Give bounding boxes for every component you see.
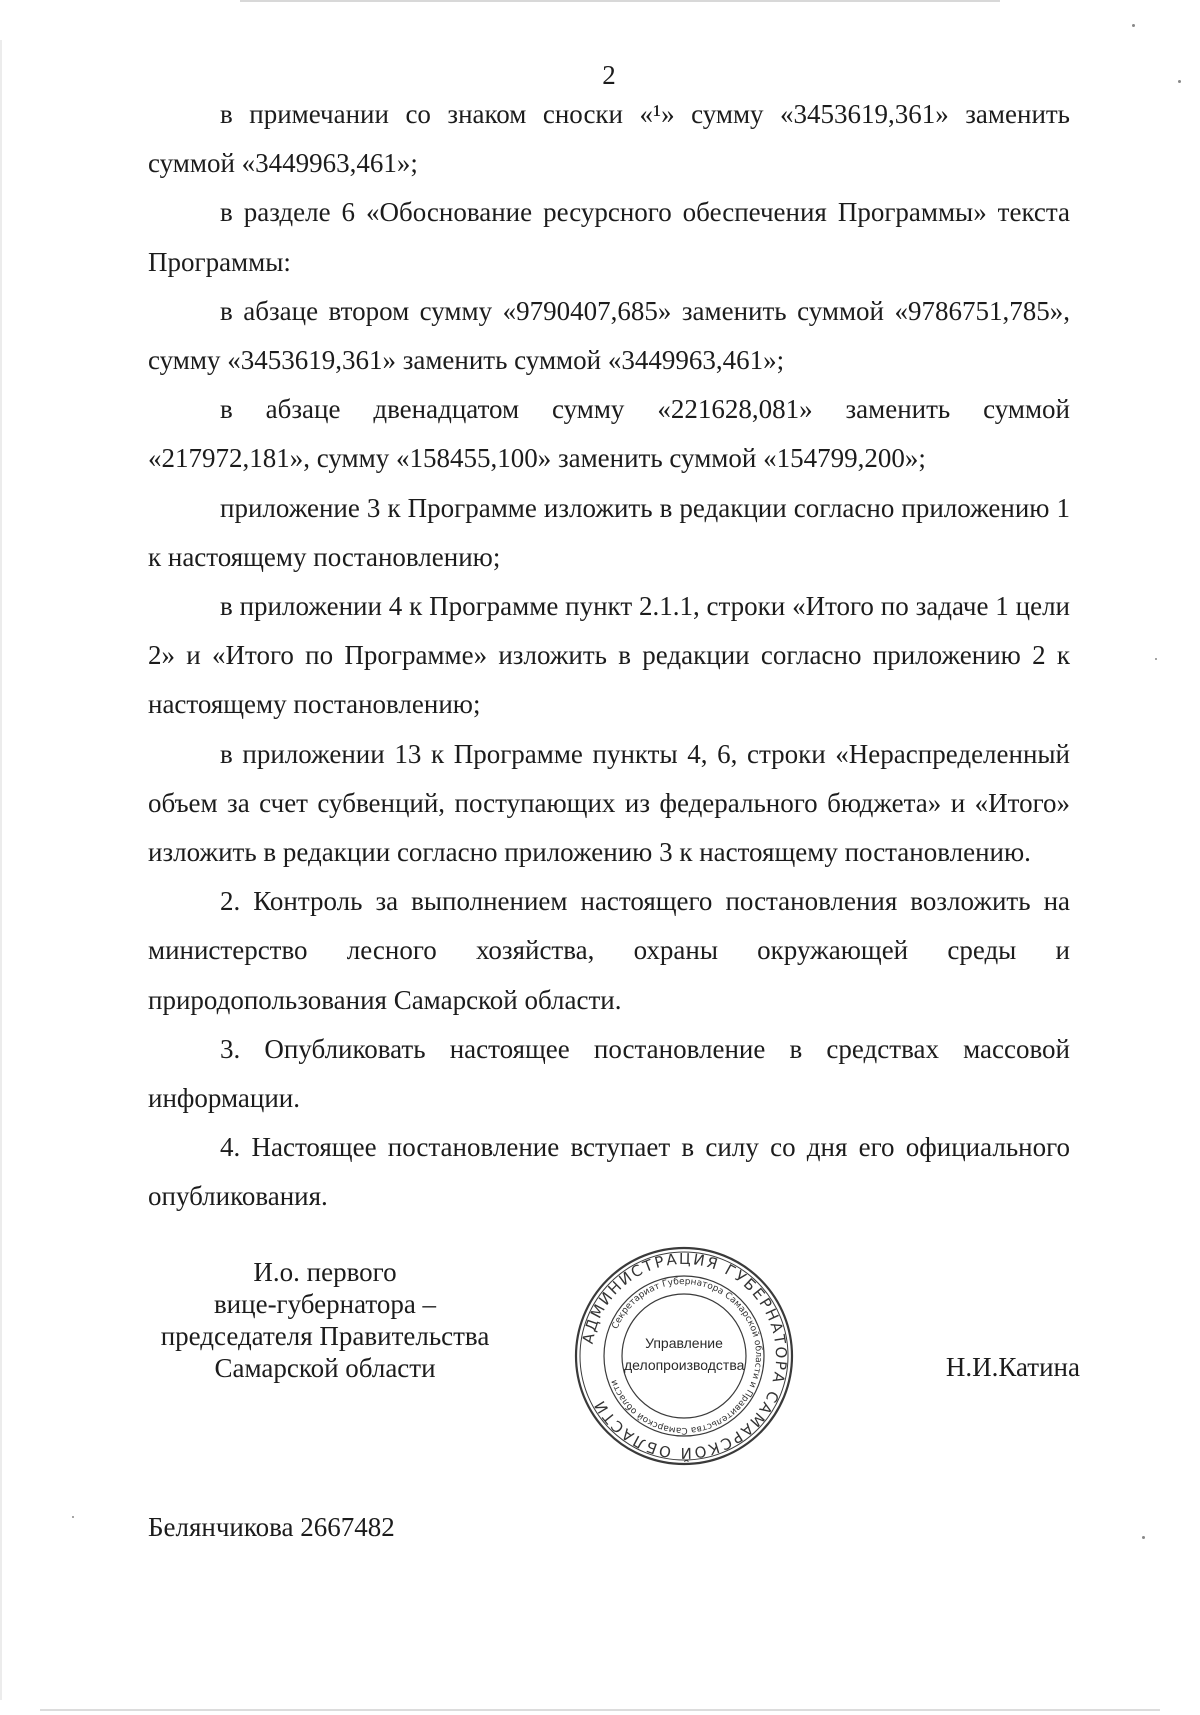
signatory-position (155, 1256, 495, 1384)
paragraph-item-2-control: 2. Контроль за выполнением настоящего постановления возложить на министерство лесного хозяйства, охраны окружающей среды и природопользования Самарской области. (148, 886, 1070, 1015)
official-seal (572, 1244, 796, 1468)
left-scan-edge (0, 40, 2, 1700)
signatory-name: Н.И.Катина (945, 1352, 1080, 1382)
seal-outer-text: АДМИНИСТРАЦИЯ ГУБЕРНАТОРА САМАРСКОЙ ОБЛАСТИ (578, 1249, 791, 1463)
document-body (148, 90, 1070, 1222)
paragraph-footnote-note: в примечании со знаком сноски «¹» сумму «3453619,361» заменить суммой «3449963,461»; (148, 99, 1070, 179)
paragraph-twelfth-abzac: в абзаце двенадцатом сумму «221628,081» заменить суммой «217972,181», сумму «158455,100» заменить суммой «154799,200»; (148, 394, 1070, 474)
signatory-line-4: Самарской области (214, 1353, 436, 1383)
paragraph-appendix-13: в приложении 13 к Программе пункты 4, 6, строки «Нераспределенный объем за счет субвенций, поступающих из федерального бюджета» и «Итого» изложить в редакции согласно приложению 3 к настоящему постановлению. (148, 738, 1070, 868)
top-scan-edge (240, 0, 1000, 2)
page-number: 2 (602, 60, 616, 90)
executor-contact: Белянчикова 2667482 (148, 1512, 395, 1542)
bottom-scan-edge (40, 1709, 1160, 1711)
paragraph-item-4-effective: 4. Настоящее постановление вступает в силу со дня его официального опубликования. (148, 1132, 1070, 1212)
paragraph-item-3-publish: 3. Опубликовать настоящее постановление в средствах массовой информации. (148, 1033, 1070, 1114)
paragraph-appendix-4: в приложении 4 к Программе пункт 2.1.1, строки «Итого по задаче 1 цели 2» и «Итого по Программе» изложить в редакции согласно приложению 2 к настоящему постановлению; (148, 591, 1070, 720)
seal-center-line-2: делопроизводства (624, 1357, 745, 1373)
scan-speck (1155, 658, 1157, 660)
signatory-line-1: И.о. первого (253, 1257, 397, 1287)
paragraph-appendix-3: приложение 3 к Программе изложить в редакции согласно приложению 1 к настоящему постановлению; (148, 492, 1070, 572)
paragraph-second-abzac: в абзаце втором сумму «9790407,685» заменить суммой «9786751,785», сумму «3453619,361» заменить суммой «3449963,461»; (148, 295, 1070, 376)
seal-center-text (624, 1332, 744, 1376)
scan-speck (1132, 24, 1135, 27)
seal-middle-text: Секретариат Губернатора Самарской области и Правительства Самарской области (609, 1276, 764, 1436)
scan-speck (1178, 80, 1181, 83)
seal-center-line-1: Управление (645, 1335, 723, 1351)
scan-speck (72, 1516, 74, 1518)
scan-speck (1142, 1536, 1145, 1539)
paragraph-section-6: в разделе 6 «Обоснование ресурсного обеспечения Программы» текста Программы: (148, 197, 1070, 277)
signatory-line-2: вице-губернатора – (213, 1289, 437, 1319)
signatory-line-3: председателя Правительства (160, 1321, 490, 1351)
